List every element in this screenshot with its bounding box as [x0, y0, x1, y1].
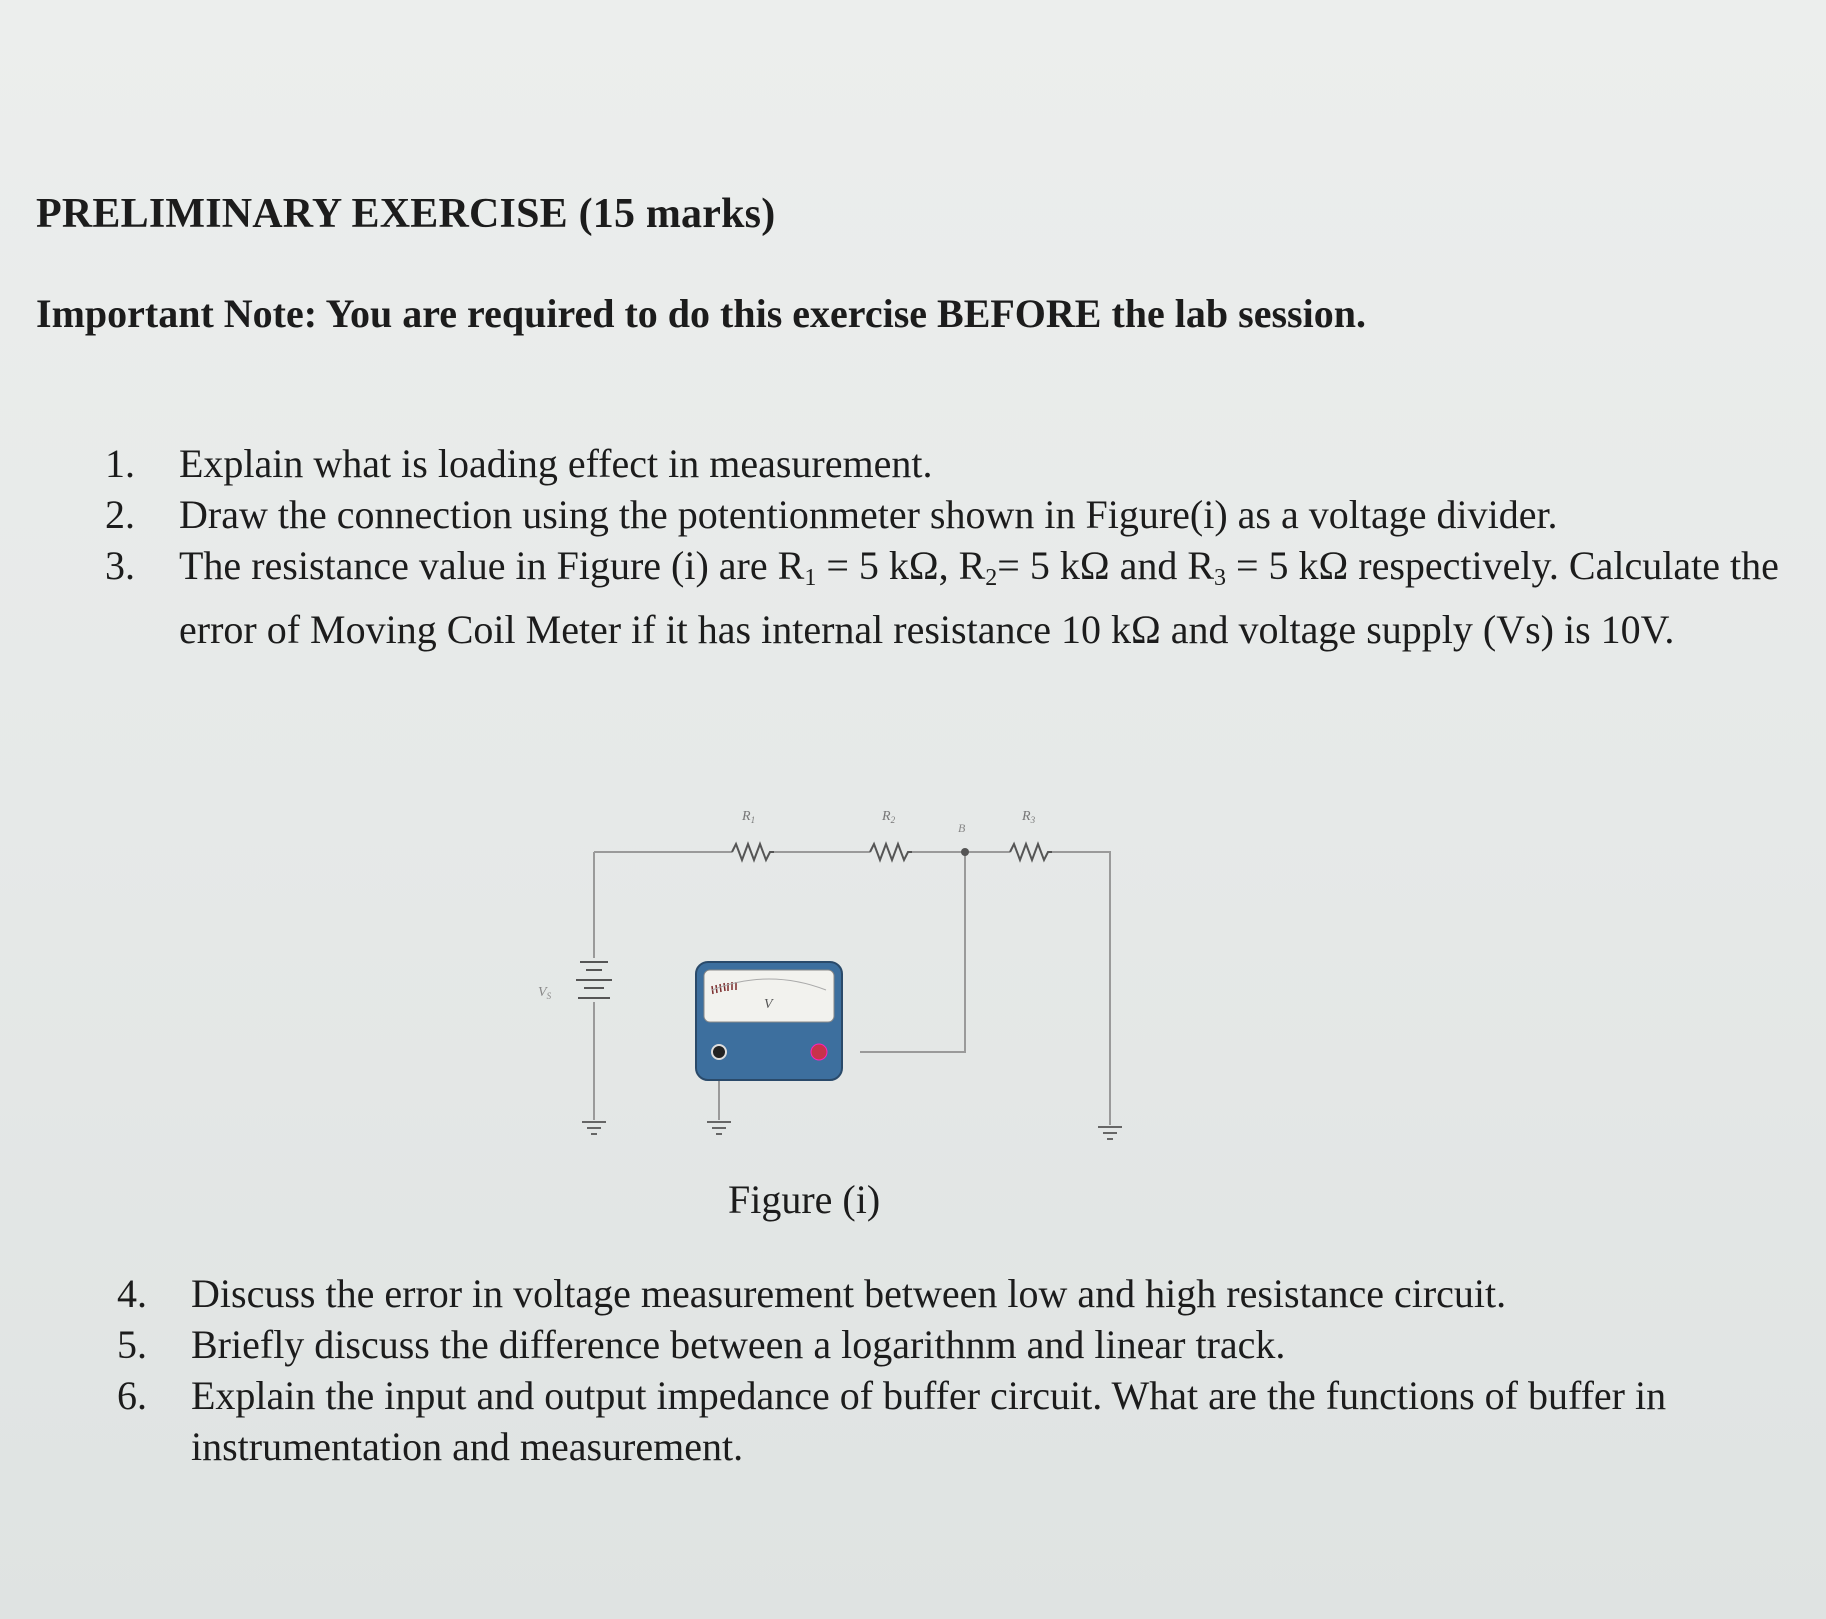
question-item-3 — [105, 540, 1805, 655]
figure-caption: Figure (i) — [728, 1177, 881, 1222]
question-number: 3. — [105, 543, 135, 588]
circuit-figure — [520, 790, 1140, 1160]
question-number: 5. — [117, 1322, 147, 1367]
important-note: Important Note: You are required to do this exercise BEFORE the lab session. — [36, 291, 1366, 336]
question-item-4 — [117, 1268, 1817, 1319]
wire-right — [1052, 852, 1110, 1125]
label-r2: $R_2$ — [882, 809, 896, 825]
resistor-r3 — [1010, 844, 1052, 860]
question-text: Explain the input and output impedance of buffer circuit. What are the functions of buffer in instrumentation and measurement. — [191, 1373, 1667, 1469]
resistor-r2 — [870, 844, 912, 860]
label-r3: $R_3$ — [1022, 809, 1036, 825]
meter-negative-terminal — [712, 1045, 726, 1059]
question-number: 1. — [105, 441, 135, 486]
question-list-part1 — [105, 438, 1805, 655]
subscript: 3 — [1214, 565, 1226, 591]
ground-symbol-right — [1098, 1127, 1122, 1139]
question-text-part: = 5 kΩ respectively. Calculate the error of Moving Coil Meter if it has internal resistance 10 kΩ and voltage supply (Vs) is 10V. — [179, 543, 1779, 652]
meter-dial — [704, 970, 834, 1022]
question-text — [179, 540, 1805, 655]
meter-label: V — [764, 997, 773, 1012]
question-number: 4. — [117, 1271, 147, 1316]
question-list-part2 — [117, 1268, 1817, 1472]
label-vs: $V_S$ — [538, 985, 552, 1001]
label-r1: $R_1$ — [742, 809, 756, 825]
wire-node-b-meter — [860, 852, 965, 1052]
question-item-1 — [105, 438, 1805, 489]
node-b-dot — [961, 848, 969, 856]
question-text-part: = 5 kΩ and R — [997, 543, 1214, 588]
question-item-6 — [117, 1370, 1817, 1472]
subscript: 2 — [985, 565, 998, 591]
question-text: Discuss the error in voltage measurement between low and high resistance circuit. — [191, 1271, 1507, 1316]
resistor-r1 — [732, 844, 774, 860]
exercise-heading: PRELIMINARY EXERCISE (15 marks) — [36, 191, 776, 237]
label-node-b: B — [958, 821, 966, 835]
meter-positive-terminal — [811, 1044, 827, 1060]
question-text: Briefly discuss the difference between a logarithnm and linear track. — [191, 1322, 1286, 1367]
question-number: 2. — [105, 492, 135, 537]
battery-symbol — [576, 962, 612, 998]
voltmeter — [696, 962, 842, 1080]
question-text: Explain what is loading effect in measurement. — [179, 441, 933, 486]
subscript: 1 — [804, 565, 817, 591]
question-text: Draw the connection using the potentionmeter shown in Figure(i) as a voltage divider. — [179, 492, 1558, 537]
circuit-diagram — [520, 790, 1140, 1160]
ground-symbol-meter — [707, 1122, 731, 1134]
question-item-2 — [105, 489, 1805, 540]
circuit-wires — [594, 852, 1110, 1125]
question-text-part: The resistance value in Figure (i) are R — [179, 543, 805, 588]
question-number: 6. — [117, 1373, 147, 1418]
question-item-5 — [117, 1319, 1817, 1370]
ground-symbol-left — [582, 1122, 606, 1134]
question-text-part: = 5 kΩ, R — [816, 543, 986, 588]
